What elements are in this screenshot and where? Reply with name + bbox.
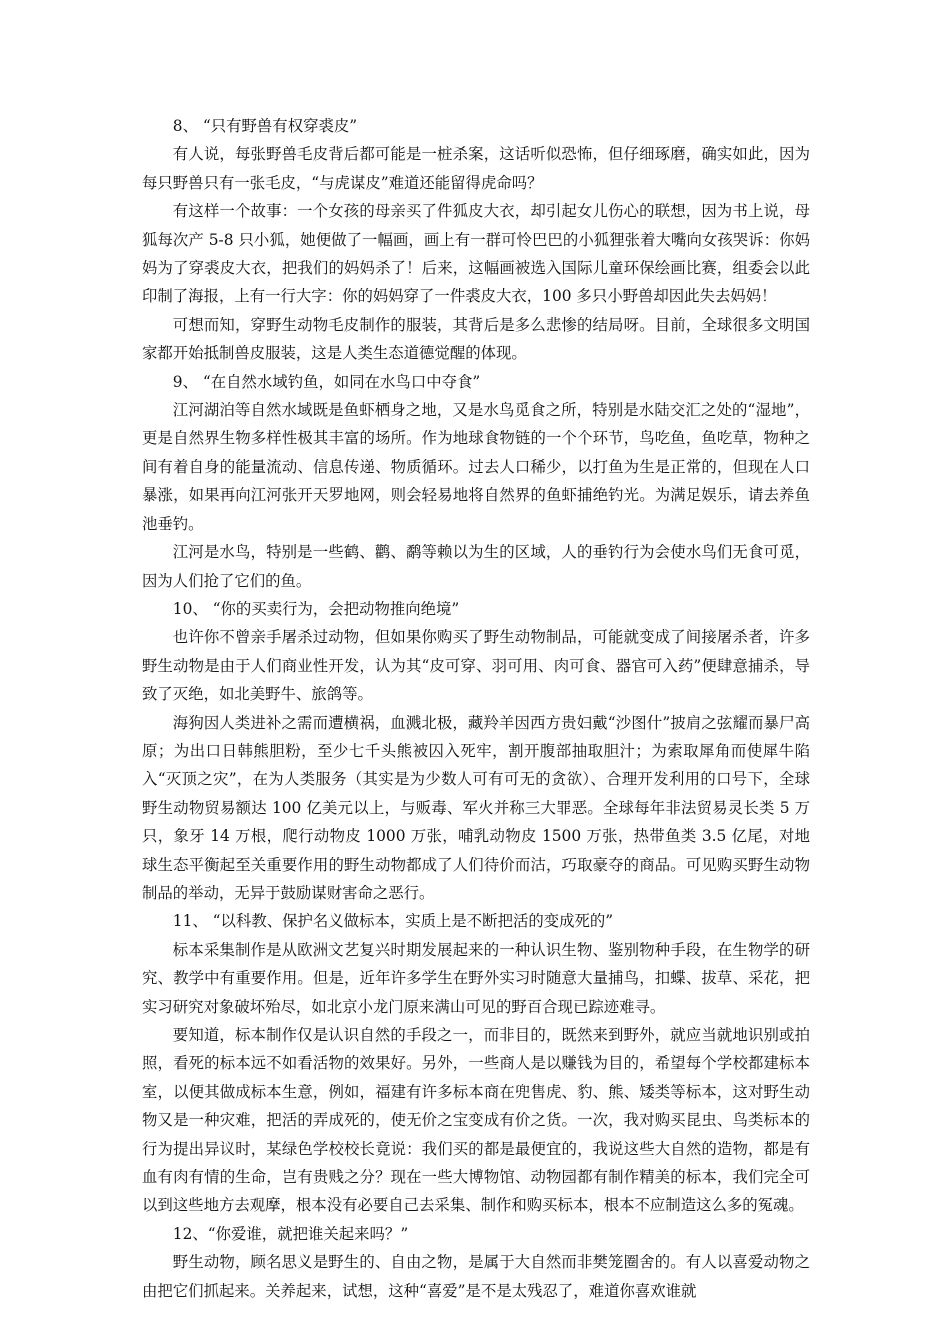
document-page [142, 112, 810, 1305]
section-heading: 12、“你爱谁，就把谁关起来吗？” [172, 1224, 409, 1243]
paragraph: 江河是水鸟，特别是一些鹤、鹳、鹬等赖以为生的区域，人的垂钓行为会使水鸟们无食可觅，因为人们抢了它们的鱼。 [142, 543, 810, 590]
section-12 [142, 1220, 810, 1305]
paragraph: 有这样一个故事：一个女孩的母亲买了件狐皮大衣，却引起女儿伤心的联想，因为书上说，母狐每次产 5-8 只小狐，她便做了一幅画，画上有一群可怜巴巴的小狐狸张着大嘴向女孩哭诉：你妈妈为了穿裘皮大衣，把我们的妈妈杀了！后来，这幅画被选入国际儿童环保绘画比赛，组委会以此印制了海报，上有一行大字：你的妈妈穿了一件裘皮大衣，100 多只小野兽却因此失去妈妈！ [142, 202, 810, 306]
section-heading: 9、 “在自然水域钓鱼，如同在水鸟口中夺食” [172, 372, 481, 391]
paragraph: 可想而知，穿野生动物毛皮制作的服装，其背后是多么悲惨的结局呀。目前，全球很多文明国家都开始抵制兽皮服装，这是人类生态道德觉醒的体现。 [142, 315, 810, 363]
section-heading: 10、 “你的买卖行为，会把动物推向绝境” [172, 599, 460, 618]
paragraph: 有人说，每张野兽毛皮背后都可能是一桩杀案，这话听似恐怖，但仔细琢磨，确实如此，因为每只野兽只有一张毛皮，“与虎谋皮”难道还能留得虎命吗？ [142, 145, 810, 192]
paragraph: 也许你不曾亲手屠杀过动物，但如果你购买了野生动物制品，可能就变成了间接屠杀者，许多野生动物是由于人们商业性开发，认为其“皮可穿、羽可用、肉可食、器官可入药”便肆意捕杀，导致了灭绝，如北美野牛、旅鸽等。 [142, 628, 810, 704]
section-10 [142, 595, 810, 907]
section-heading: 8、 “只有野兽有权穿裘皮” [172, 117, 358, 135]
paragraph: 要知道，标本制作仅是认识自然的手段之一，而非目的，既然来到野外，就应当就地识别或拍照，看死的标本远不如看活物的效果好。另外，一些商人是以赚钱为目的，希望每个学校都建标本室，以便其做成标本生意，例如，福建有许多标本商在兜售虎、豹、熊、矮类等标本，这对野生动物又是一种灾难，把活的弄成死的，使无价之宝变成有价之货。一次，我对购买昆虫、鸟类标本的行为提出异议时，某绿色学校校长竟说：我们买的都是最便宜的，我说这些大自然的造物，都是有血有肉有情的生命，岂有贵贱之分？现在一些大博物馆、动物园都有制作精美的标本，我们完全可以到这些地方去观摩，根本没有必要自己去采集、制作和购买标本，根本不应制造这么多的冤魂。 [142, 1026, 810, 1215]
paragraph: 海狗因人类进补之需而遭横祸，血溅北极，藏羚羊因西方贵妇戴“沙图什”披肩之弦耀而暴尸高原；为出口日韩熊胆粉，至少七千头熊被囚入死牢，割开腹部抽取胆汁；为索取犀角而使犀牛陷入“灭顶之灾”，在为人类服务（其实是为少数人可有可无的贪欲）、合理开发利用的口号下，全球野生动物贸易额达 100 亿美元以上，与贩毒、军火并称三大罪恶。全球每年非法贸易灵长类 5 万只，象牙 14 万根，爬行动物皮 1000 万张，哺乳动物皮 1500 万张，热带鱼类 3.5 亿尾，对地球生态平衡起至关重要作用的野生动物都成了人们待价而沽，巧取豪夺的商品。可见购买野生动物制品的举动，无异于鼓励谋财害命之恶行。 [142, 713, 810, 902]
section-8 [142, 112, 810, 368]
paragraph: 标本采集制作是从欧洲文艺复兴时期发展起来的一种认识生物、鉴别物种手段，在生物学的研究、教学中有重要作用。但是，近年许多学生在野外实习时随意大量捕鸟，扣蝶、拔草、采花，把实习研究对象破坏殆尽，如北京小龙门原来满山可见的野百合现已踪迹难寻。 [142, 940, 810, 1016]
paragraph: 江河湖泊等自然水域既是鱼虾栖身之地，又是水鸟觅食之所，特别是水陆交汇之处的“湿地”，更是自然界生物多样性极其丰富的场所。作为地球食物链的一个个环节，鸟吃鱼，鱼吃草，物种之间有着自身的能量流动、信息传递、物质循环。过去人口稀少，以打鱼为生是正常的，但现在人口暴涨，如果再向江河张开天罗地网，则会轻易地将自然界的鱼虾捕绝钓光。为满足娱乐，请去养鱼池垂钓。 [142, 401, 810, 533]
paragraph: 野生动物，顾名思义是野生的、自由之物，是属于大自然而非樊笼圈舍的。有人以喜爱动物之由把它们抓起来。关养起来，试想，这种“喜爱”是不是太残忍了，难道你喜欢谁就 [142, 1253, 810, 1300]
section-11 [142, 907, 810, 1219]
section-9 [142, 368, 810, 595]
section-heading: 11、 “以科教、保护名义做标本，实质上是不断把活的变成死的” [172, 912, 614, 931]
